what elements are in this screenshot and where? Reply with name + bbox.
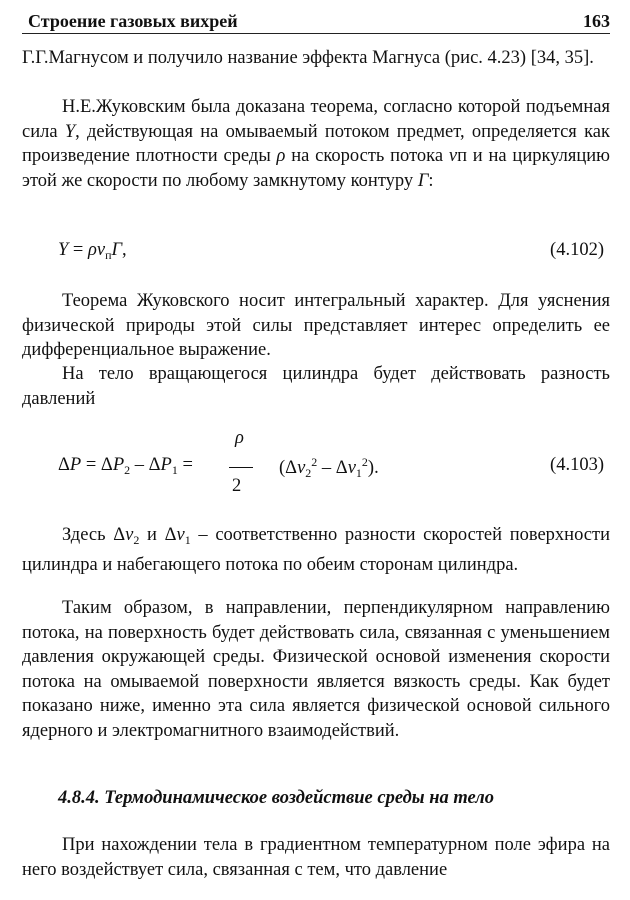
equals-sign: = xyxy=(68,240,88,260)
formula-4-102 xyxy=(22,240,610,266)
punctuation: , xyxy=(122,240,127,260)
formula-left-side xyxy=(58,455,193,478)
symbol-v: v xyxy=(176,525,185,545)
subscript: 2 xyxy=(133,533,140,547)
operator: (Δ xyxy=(279,458,298,478)
paragraph-text: Таким образом, в направлении, перпендикулярном направлению потока, на поверхность будет действовать сила, связанная с уменьшением давления окружающей среды. Физической основой изменения скорости потока на омываемой поверхности является вязкость среды. Как будет показано ниже, именно эта сила является физической основой сильного ядерного и электромагнитного взаимодействий. xyxy=(22,598,610,741)
subscript: 1 xyxy=(184,533,191,547)
paragraph-4 xyxy=(22,362,610,411)
subscript: 1 xyxy=(171,463,178,477)
paragraph-1 xyxy=(22,46,610,71)
section-heading: 4.8.4. Термодинамическое воздействие среды на тело xyxy=(58,788,495,808)
header-rule xyxy=(22,33,610,34)
text-run: и Δ xyxy=(139,525,177,545)
superscript: 2 xyxy=(361,455,368,469)
paragraph-6 xyxy=(22,596,610,743)
symbol-gamma: Г xyxy=(111,240,123,260)
operator: = Δ xyxy=(81,455,113,475)
equation-number: (4.103) xyxy=(550,455,604,475)
running-header xyxy=(22,10,610,32)
symbol-rho: ρ xyxy=(276,146,286,166)
symbol-v: v xyxy=(347,458,356,478)
symbol-v: v xyxy=(448,146,458,166)
symbol-P: P xyxy=(69,455,82,475)
operator: = xyxy=(177,455,193,475)
symbol-P: P xyxy=(160,455,172,475)
paragraph-text: При нахождении тела в градиентном температурном поле эфира на него воздействует сила, связанная с тем, что давление xyxy=(22,835,610,880)
text-run: Н.Е.Жуковским была доказана теорема, согласно которой подъемная сила xyxy=(22,97,610,142)
symbol-gamma: Г xyxy=(417,170,429,191)
symbol-v: v xyxy=(125,525,134,545)
text-run: , действующая на омываемый потоком предмет, определяется как произведение плотности среды xyxy=(22,121,610,166)
text-run: Здесь Δ xyxy=(62,525,126,545)
symbol-v: v xyxy=(297,458,306,478)
equation-number: (4.102) xyxy=(550,240,604,260)
text-run: на скорость потока xyxy=(285,146,449,166)
page-number: 163 xyxy=(583,11,610,31)
subscript: 1 xyxy=(355,466,362,480)
paragraph-text: Теорема Жуковского носит интегральный характер. Для уяснения физической природы этой силы представляет интерес определить ее дифференциальное выражение. xyxy=(22,291,610,360)
fraction-numerator: ρ xyxy=(235,428,244,448)
superscript: 2 xyxy=(311,455,318,469)
symbol-v: v xyxy=(96,240,106,260)
paragraph-7 xyxy=(22,833,610,882)
formula-expression xyxy=(58,240,127,263)
paragraph-3 xyxy=(22,289,610,363)
paragraph-text xyxy=(22,523,610,577)
symbol-rho: ρ xyxy=(87,240,97,260)
fraction-bar xyxy=(229,467,253,468)
paragraph-text xyxy=(22,95,610,193)
text-run: : xyxy=(428,170,434,191)
formula-right-side xyxy=(279,455,379,481)
operator: ). xyxy=(367,458,379,478)
subscript: п xyxy=(105,248,112,262)
symbol-P: P xyxy=(112,455,125,475)
text-run: – соответственно разности скоростей поверхности цилиндра и набегающего потока по обеим сторонам цилиндра. xyxy=(22,525,610,575)
paragraph-text: На тело вращающегося цилиндра будет действовать разность давлений xyxy=(22,364,610,409)
paragraph-5 xyxy=(22,523,610,577)
symbol-Y: Y xyxy=(58,240,69,260)
fraction-denominator: 2 xyxy=(232,476,242,496)
delta: Δ xyxy=(58,455,70,475)
operator: – Δ xyxy=(130,455,161,475)
running-title: Строение газовых вихрей xyxy=(28,11,238,31)
paragraph-text: Г.Г.Магнусом и получило название эффекта Магнуса (рис. 4.23) [34, 35]. xyxy=(22,48,594,68)
symbol-Y: Y xyxy=(64,121,76,142)
paragraph-2 xyxy=(22,95,610,193)
formula-4-103 xyxy=(22,428,610,500)
subscript: 2 xyxy=(305,466,312,480)
text-run: п и на циркуляцию этой же скорости по любому замкнутому контуру xyxy=(22,146,611,191)
operator: – Δ xyxy=(317,458,348,478)
subscript: 2 xyxy=(124,463,131,477)
